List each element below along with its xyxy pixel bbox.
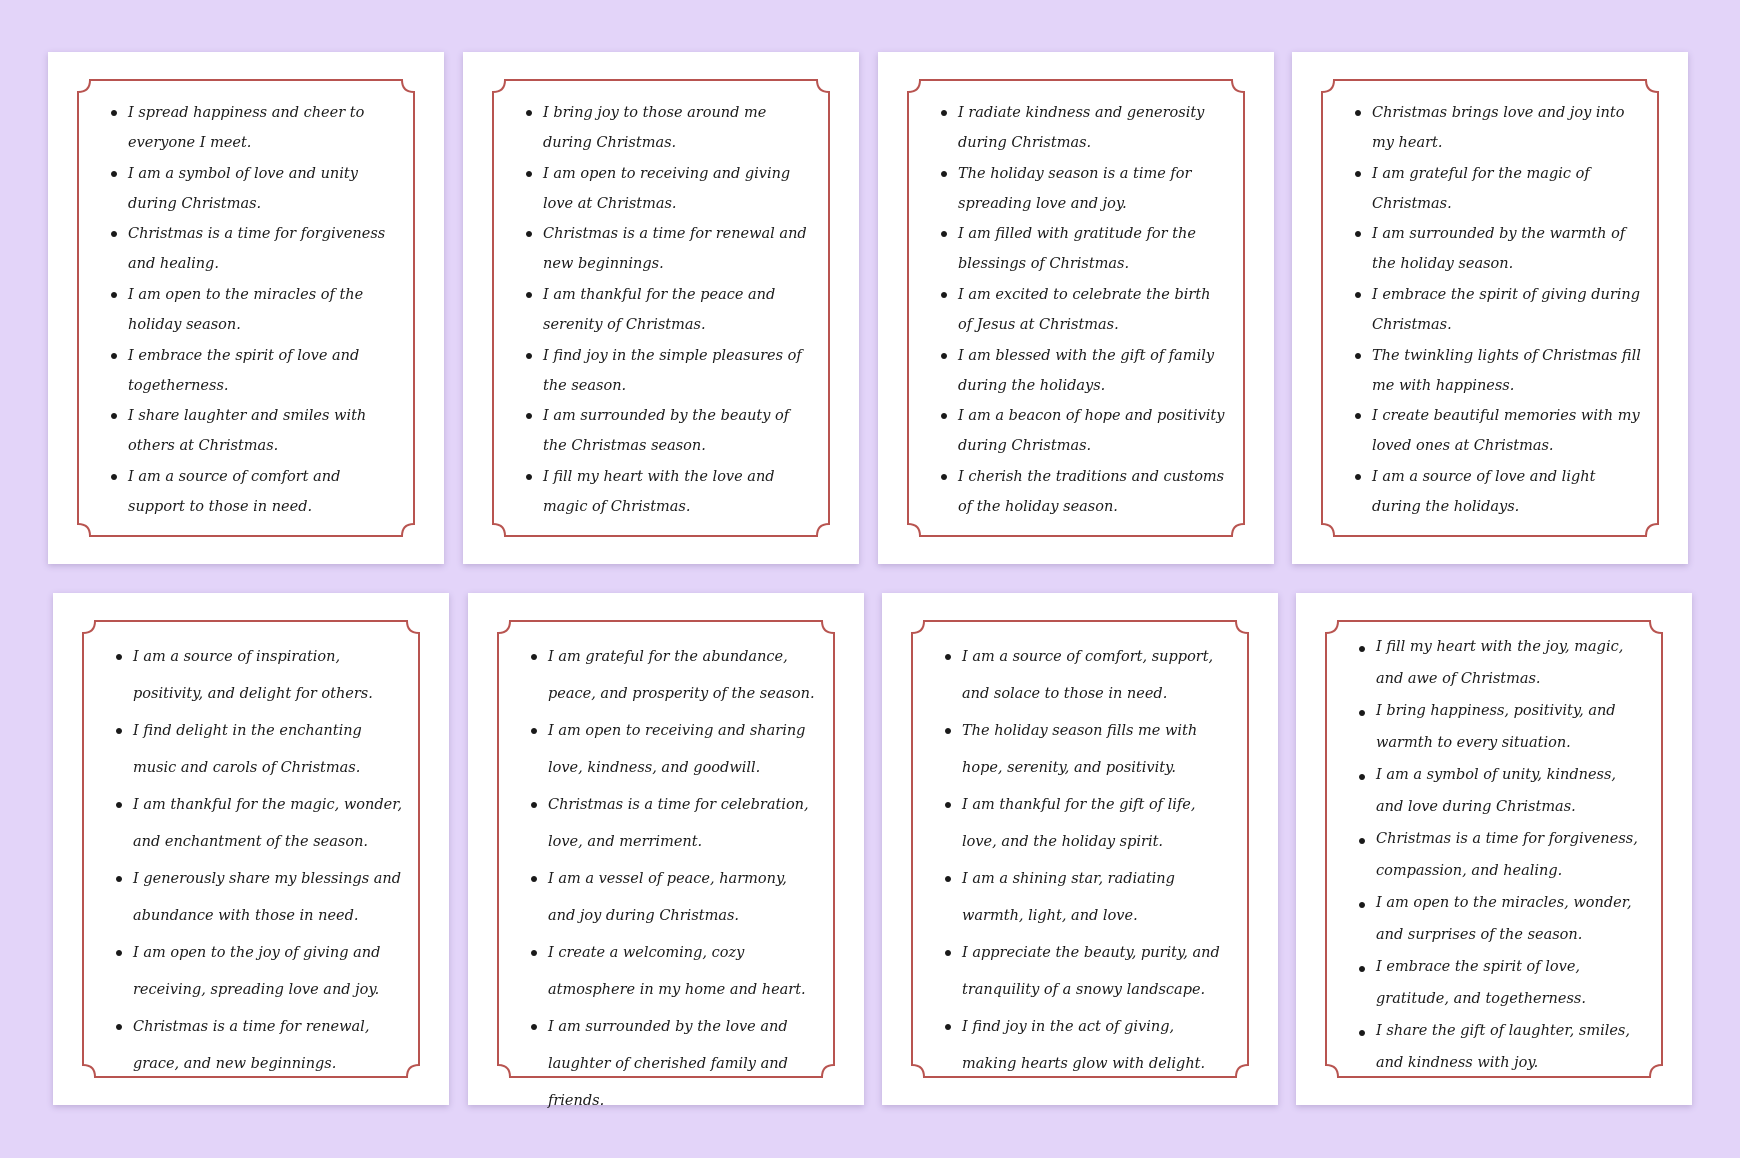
affirmation-item: I am a symbol of love and unity during Christmas. xyxy=(128,159,398,219)
affirmation-item: Christmas is a time for renewal and new beginnings. xyxy=(543,219,813,279)
affirmation-item: The holiday season is a time for spreading love and joy. xyxy=(958,159,1228,219)
affirmation-card xyxy=(882,593,1278,1105)
affirmation-item: I am surrounded by the beauty of the Christmas season. xyxy=(543,401,813,461)
card-frame xyxy=(908,80,1244,536)
affirmation-item: I spread happiness and cheer to everyone I meet. xyxy=(128,98,398,158)
affirmation-item: I am grateful for the abundance, peace, and prosperity of the season. xyxy=(548,639,818,713)
affirmation-item: I am a source of comfort and support to those in need. xyxy=(128,462,398,522)
affirmation-item: I am grateful for the magic of Christmas. xyxy=(1372,159,1642,219)
affirmation-item: I create a welcoming, cozy atmosphere in my home and heart. xyxy=(548,935,818,1009)
affirmation-item: I radiate kindness and generosity during Christmas. xyxy=(958,98,1228,158)
affirmation-item: I share the gift of laughter, smiles, and kindness with joy. xyxy=(1376,1015,1646,1079)
affirmation-item: Christmas is a time for renewal, grace, and new beginnings. xyxy=(133,1009,403,1083)
affirmation-item: I am surrounded by the love and laughter of cherished family and friends. xyxy=(548,1009,818,1120)
card-frame xyxy=(493,80,829,536)
affirmation-item: I am a vessel of peace, harmony, and joy during Christmas. xyxy=(548,861,818,935)
affirmation-item: Christmas is a time for forgiveness, compassion, and healing. xyxy=(1376,823,1646,887)
affirmation-item: I am open to the miracles of the holiday season. xyxy=(128,280,398,340)
affirmation-item: I generously share my blessings and abundance with those in need. xyxy=(133,861,403,935)
affirmation-item: I am thankful for the magic, wonder, and enchantment of the season. xyxy=(133,787,403,861)
affirmation-list xyxy=(110,98,398,522)
affirmation-card xyxy=(48,52,444,564)
affirmation-item: I fill my heart with the joy, magic, and awe of Christmas. xyxy=(1376,631,1646,695)
affirmation-item: Christmas is a time for celebration, love, and merriment. xyxy=(548,787,818,861)
affirmation-item: I am a source of love and light during the holidays. xyxy=(1372,462,1642,522)
card-frame xyxy=(498,621,834,1109)
affirmation-item: I share laughter and smiles with others at Christmas. xyxy=(128,401,398,461)
affirmation-list xyxy=(530,639,818,1109)
affirmation-item: I am a shining star, radiating warmth, light, and love. xyxy=(962,861,1232,935)
affirmation-list xyxy=(1354,98,1642,522)
affirmation-item: I appreciate the beauty, purity, and tranquility of a snowy landscape. xyxy=(962,935,1232,1009)
affirmation-card xyxy=(463,52,859,564)
affirmation-item: I am filled with gratitude for the blessings of Christmas. xyxy=(958,219,1228,279)
affirmation-item: I find joy in the act of giving, making hearts glow with delight. xyxy=(962,1009,1232,1083)
affirmation-item: I am open to receiving and sharing love, kindness, and goodwill. xyxy=(548,713,818,787)
affirmation-card xyxy=(1296,593,1692,1105)
affirmation-list xyxy=(525,98,813,522)
affirmation-item: I am a source of comfort, support, and solace to those in need. xyxy=(962,639,1232,713)
affirmation-item: The twinkling lights of Christmas fill me with happiness. xyxy=(1372,341,1642,401)
affirmation-item: I embrace the spirit of love and togetherness. xyxy=(128,341,398,401)
affirmation-item: I am blessed with the gift of family during the holidays. xyxy=(958,341,1228,401)
affirmation-card xyxy=(878,52,1274,564)
affirmation-item: I bring happiness, positivity, and warmth to every situation. xyxy=(1376,695,1646,759)
affirmation-item: I cherish the traditions and customs of the holiday season. xyxy=(958,462,1228,522)
affirmation-item: I am a beacon of hope and positivity during Christmas. xyxy=(958,401,1228,461)
affirmation-item: I am open to the joy of giving and receiving, spreading love and joy. xyxy=(133,935,403,1009)
affirmation-item: I find delight in the enchanting music and carols of Christmas. xyxy=(133,713,403,787)
affirmation-card xyxy=(468,593,864,1109)
affirmation-item: Christmas brings love and joy into my heart. xyxy=(1372,98,1642,158)
affirmation-card xyxy=(53,593,449,1105)
card-frame xyxy=(78,80,414,536)
affirmation-item: I am open to the miracles, wonder, and surprises of the season. xyxy=(1376,887,1646,951)
affirmation-item: I am a symbol of unity, kindness, and love during Christmas. xyxy=(1376,759,1646,823)
affirmation-item: I am surrounded by the warmth of the holiday season. xyxy=(1372,219,1642,279)
affirmation-item: The holiday season fills me with hope, serenity, and positivity. xyxy=(962,713,1232,787)
affirmation-item: I am open to receiving and giving love at Christmas. xyxy=(543,159,813,219)
affirmation-list xyxy=(1358,631,1646,1069)
affirmation-list xyxy=(944,639,1232,1072)
card-frame xyxy=(912,621,1248,1077)
affirmation-item: I embrace the spirit of love, gratitude, and togetherness. xyxy=(1376,951,1646,1015)
affirmation-list xyxy=(115,639,403,1072)
affirmation-card xyxy=(1292,52,1688,564)
affirmation-item: I am excited to celebrate the birth of Jesus at Christmas. xyxy=(958,280,1228,340)
affirmation-item: I embrace the spirit of giving during Christmas. xyxy=(1372,280,1642,340)
card-frame xyxy=(1322,80,1658,536)
affirmation-item: I am thankful for the gift of life, love, and the holiday spirit. xyxy=(962,787,1232,861)
affirmation-list xyxy=(940,98,1228,522)
affirmation-item: I bring joy to those around me during Christmas. xyxy=(543,98,813,158)
affirmation-item: I create beautiful memories with my loved ones at Christmas. xyxy=(1372,401,1642,461)
card-frame xyxy=(83,621,419,1077)
affirmation-item: I am a source of inspiration, positivity, and delight for others. xyxy=(133,639,403,713)
card-frame xyxy=(1326,621,1662,1077)
affirmation-item: I find joy in the simple pleasures of the season. xyxy=(543,341,813,401)
affirmation-item: I fill my heart with the love and magic of Christmas. xyxy=(543,462,813,522)
affirmation-item: I am thankful for the peace and serenity of Christmas. xyxy=(543,280,813,340)
affirmation-item: Christmas is a time for forgiveness and healing. xyxy=(128,219,398,279)
